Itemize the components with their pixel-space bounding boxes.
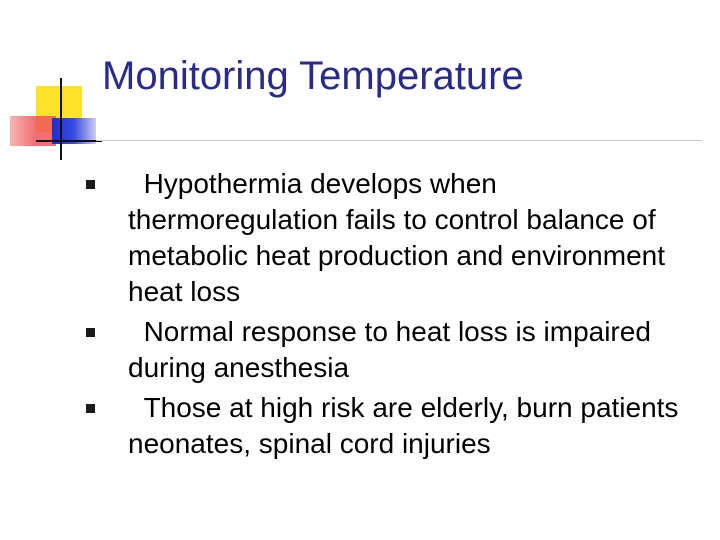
bullet-text: Hypothermia develops when thermoregulation fails to control balance of metabolic heat production and environment heat loss — [128, 168, 673, 307]
bullet-list — [82, 166, 712, 466]
logo-vertical-line — [60, 78, 62, 160]
bullet-item — [82, 166, 712, 310]
bullet-text: Normal response to heat loss is impaired during anesthesia — [128, 316, 659, 383]
square-bullet-icon — [86, 180, 95, 189]
slide-title: Monitoring Temperature — [102, 54, 524, 98]
bullet-item — [82, 390, 712, 462]
square-bullet-icon — [86, 404, 95, 413]
bullet-item — [82, 314, 712, 386]
logo-horizontal-line — [36, 140, 102, 142]
title-divider — [96, 140, 702, 141]
bullet-text: Those at high risk are elderly, burn patients neonates, spinal cord injuries — [128, 392, 687, 459]
square-bullet-icon — [86, 328, 95, 337]
